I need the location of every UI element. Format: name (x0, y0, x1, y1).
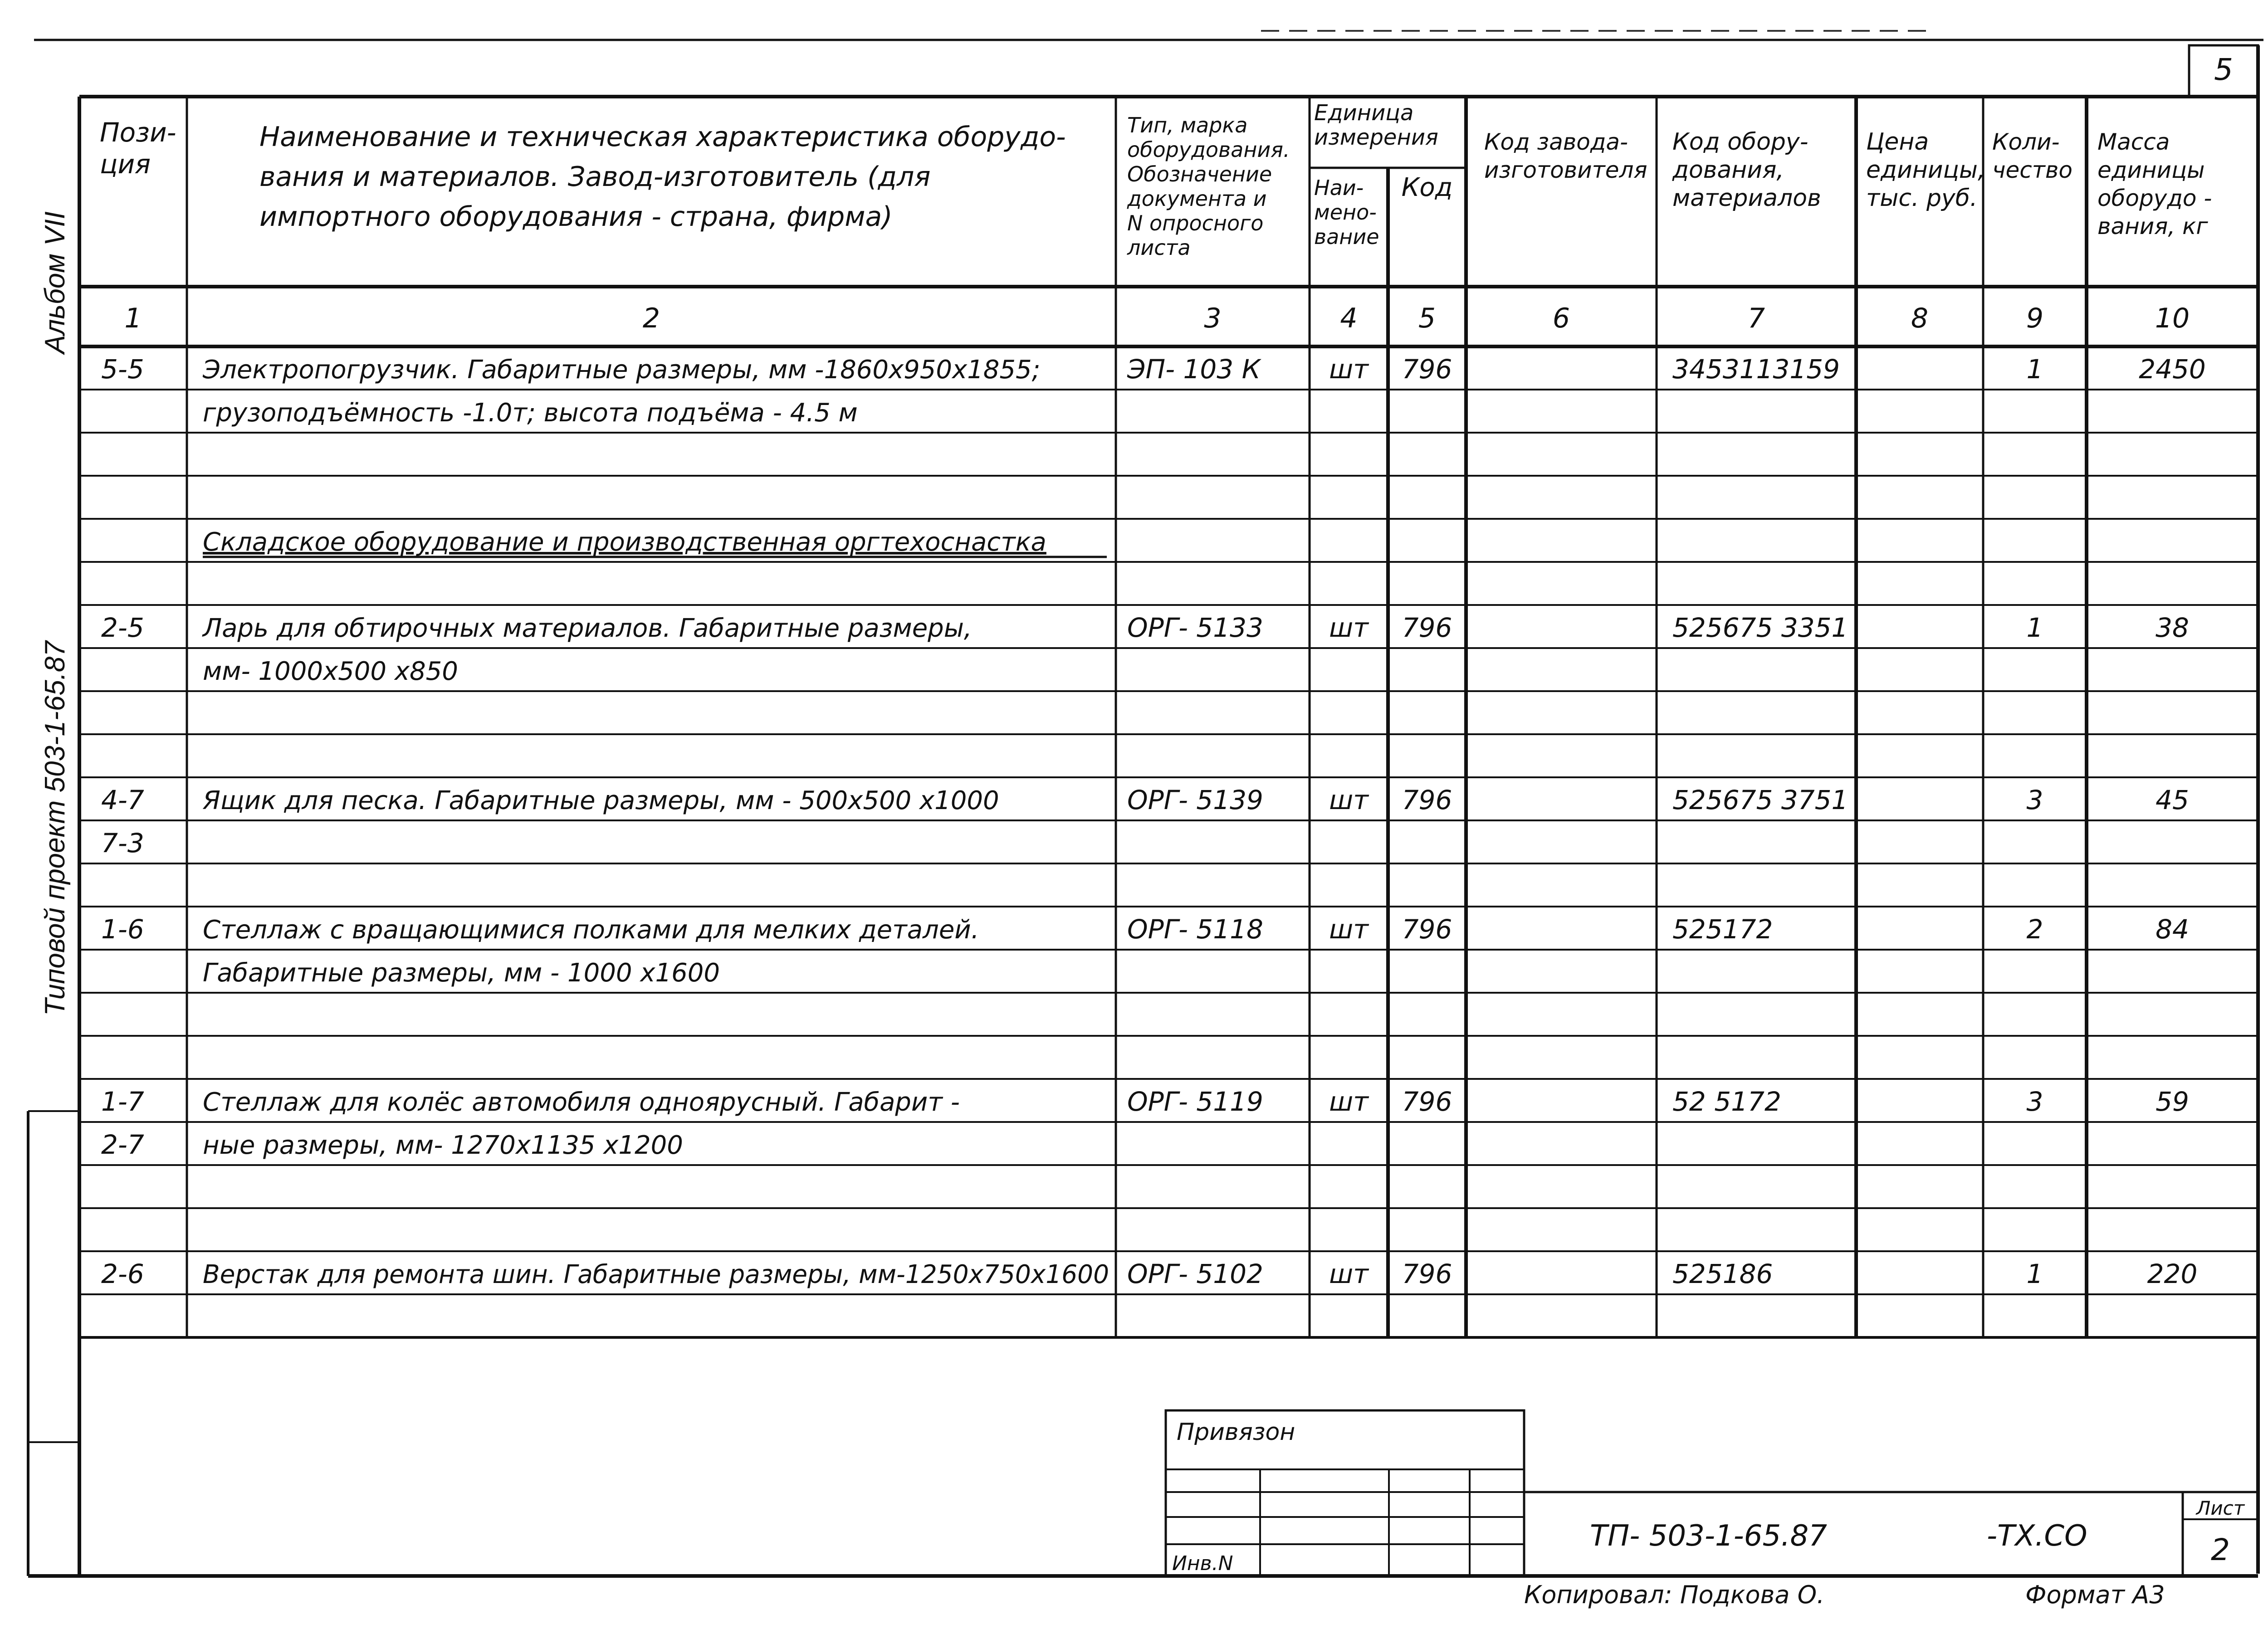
item-description: Стеллаж с вращающимися полками для мелких деталей. (203, 915, 979, 945)
header-units_group: Единица (1314, 100, 1414, 126)
column-number: 6 (1552, 302, 1570, 334)
table-cell: 796 (1402, 914, 1452, 945)
header-units_group: измерения (1314, 125, 1438, 150)
item-description: мм- 1000х500 х850 (203, 657, 458, 686)
header-c6: изготовителя (1484, 157, 1647, 183)
item-description: Ларь для обтирочных материалов. Габаритные размеры, (203, 614, 972, 643)
header-c3: оборудования. (1127, 137, 1290, 162)
inventory-label: Инв.N (1172, 1552, 1233, 1575)
item-position: 1-6 (101, 914, 144, 945)
table-cell: 3 (2026, 1086, 2043, 1117)
table-cell: шт (1329, 612, 1369, 643)
header-c7: материалов (1672, 185, 1821, 212)
column-number: 1 (124, 302, 142, 334)
table-cell: 2 (2026, 914, 2043, 945)
item-description: грузоподъёмность -1.0т; высота подъёма - 4.5 м (203, 398, 858, 428)
table-cell: шт (1329, 785, 1369, 815)
bound-label: Привязон (1177, 1419, 1295, 1446)
sheet-label: Лист (2196, 1497, 2245, 1519)
table-cell: 220 (2147, 1258, 2198, 1289)
column-number: 9 (2026, 302, 2044, 334)
album-label: Альбом VII (39, 211, 71, 354)
header-c9: Коли- (1992, 129, 2060, 155)
item-position: 7-3 (101, 828, 144, 858)
table-cell: шт (1329, 1258, 1369, 1289)
table-cell: 38 (2156, 612, 2189, 643)
table-cell: шт (1329, 1086, 1369, 1117)
column-number: 3 (1204, 302, 1222, 334)
header-c9: чество (1992, 157, 2072, 183)
header-c3: Тип, марка (1127, 113, 1248, 137)
table-cell: шт (1329, 354, 1369, 385)
table-cell: 525172 (1672, 914, 1773, 945)
column-number: 8 (1911, 302, 1929, 334)
header-c5: Код (1401, 173, 1453, 202)
item-position: 4-7 (101, 785, 144, 815)
header-c2: вания и материалов. Завод-изготовитель (для (259, 161, 931, 193)
header-c10: вания, кг (2097, 213, 2208, 239)
document-suffix: -ТХ.СО (1987, 1519, 2087, 1553)
table-cell: ОРГ- 5102 (1127, 1258, 1263, 1289)
page-number: 5 (2214, 52, 2233, 87)
header-c1: Пози- (100, 117, 176, 148)
item-description: Верстак для ремонта шин. Габаритные размеры, мм-1250х750х1600 (203, 1260, 1109, 1289)
table-cell: 796 (1402, 1258, 1452, 1289)
header-c4: мено- (1314, 200, 1377, 224)
project-label: Типовой проект 503-1-65.87 (39, 641, 71, 1016)
item-description: Ящик для песка. Габаритные размеры, мм - 500х500 х1000 (203, 786, 999, 815)
table-cell: 3 (2026, 785, 2043, 815)
column-number: 2 (642, 302, 660, 334)
header-c10: единицы (2097, 157, 2205, 183)
header-c4: Наи- (1314, 176, 1364, 200)
header-c8: единицы, (1866, 156, 1985, 184)
table-cell: 525675 3351 (1672, 612, 1848, 643)
item-description: Стеллаж для колёс автомобиля одноярусный. Габарит - (203, 1088, 960, 1117)
sheet-number: 2 (2211, 1532, 2230, 1567)
table-cell: 52 5172 (1672, 1086, 1781, 1117)
table-cell: 1 (2026, 354, 2043, 385)
table-cell: 525675 3751 (1672, 785, 1848, 815)
table-cell: 796 (1402, 785, 1452, 815)
item-position: 5-5 (101, 354, 144, 385)
table-cell: шт (1329, 914, 1369, 945)
table-cell: 1 (2026, 1258, 2043, 1289)
table-cell: ОРГ- 5119 (1127, 1086, 1263, 1117)
header-c4: вание (1314, 224, 1379, 249)
item-description: Складское оборудование и производственная оргтехоснастка (203, 527, 1046, 557)
column-number: 5 (1418, 302, 1436, 334)
header-c10: Масса (2097, 129, 2170, 155)
item-description: Электропогрузчик. Габаритные размеры, мм -1860х950х1855; (203, 355, 1041, 385)
column-number: 7 (1747, 302, 1765, 334)
table-cell: ОРГ- 5133 (1127, 612, 1263, 643)
table-cell: ОРГ- 5118 (1127, 914, 1263, 945)
header-c3: N опросного (1127, 211, 1264, 235)
header-c8: тыс. руб. (1866, 185, 1978, 212)
header-c3: листа (1127, 235, 1191, 260)
copied-by: Копировал: Подкова О. (1524, 1580, 1825, 1609)
table-cell: 796 (1402, 612, 1452, 643)
header-c10: оборудо - (2097, 185, 2212, 211)
header-c2: импортного оборудования - страна, фирма) (259, 201, 893, 233)
header-c7: дования, (1672, 156, 1784, 184)
header-c3: Обозначение (1127, 162, 1272, 186)
table-cell: 796 (1402, 354, 1452, 385)
header-c1: ция (100, 149, 151, 180)
table-cell: 3453113159 (1672, 354, 1840, 385)
item-description: ные размеры, мм- 1270х1135 х1200 (203, 1131, 683, 1160)
item-description: Габаритные размеры, мм - 1000 х1600 (203, 958, 720, 988)
header-c3: документа и (1127, 186, 1267, 211)
document-code: ТП- 503-1-65.87 (1590, 1519, 1827, 1553)
column-number: 10 (2155, 302, 2190, 334)
item-position: 2-6 (101, 1258, 144, 1289)
format-label: Формат А3 (2025, 1580, 2165, 1609)
header-c8: Цена (1866, 128, 1929, 156)
table-cell: 59 (2156, 1086, 2189, 1117)
item-position: 1-7 (101, 1086, 144, 1117)
header-c7: Код обору- (1672, 128, 1809, 156)
table-cell: ЭП- 103 К (1127, 354, 1261, 385)
header-c2: Наименование и техническая характеристика оборудо- (259, 121, 1066, 153)
table-cell: 525186 (1672, 1258, 1773, 1289)
item-position: 2-7 (101, 1129, 144, 1160)
table-cell: 796 (1402, 1086, 1452, 1117)
table-cell: 2450 (2139, 354, 2206, 385)
column-number: 4 (1340, 302, 1358, 334)
table-cell: ОРГ- 5139 (1127, 785, 1263, 815)
table-cell: 45 (2156, 785, 2189, 815)
table-cell: 1 (2026, 612, 2043, 643)
header-c6: Код завода- (1484, 129, 1628, 155)
item-position: 2-5 (101, 612, 144, 643)
table-cell: 84 (2156, 914, 2189, 945)
